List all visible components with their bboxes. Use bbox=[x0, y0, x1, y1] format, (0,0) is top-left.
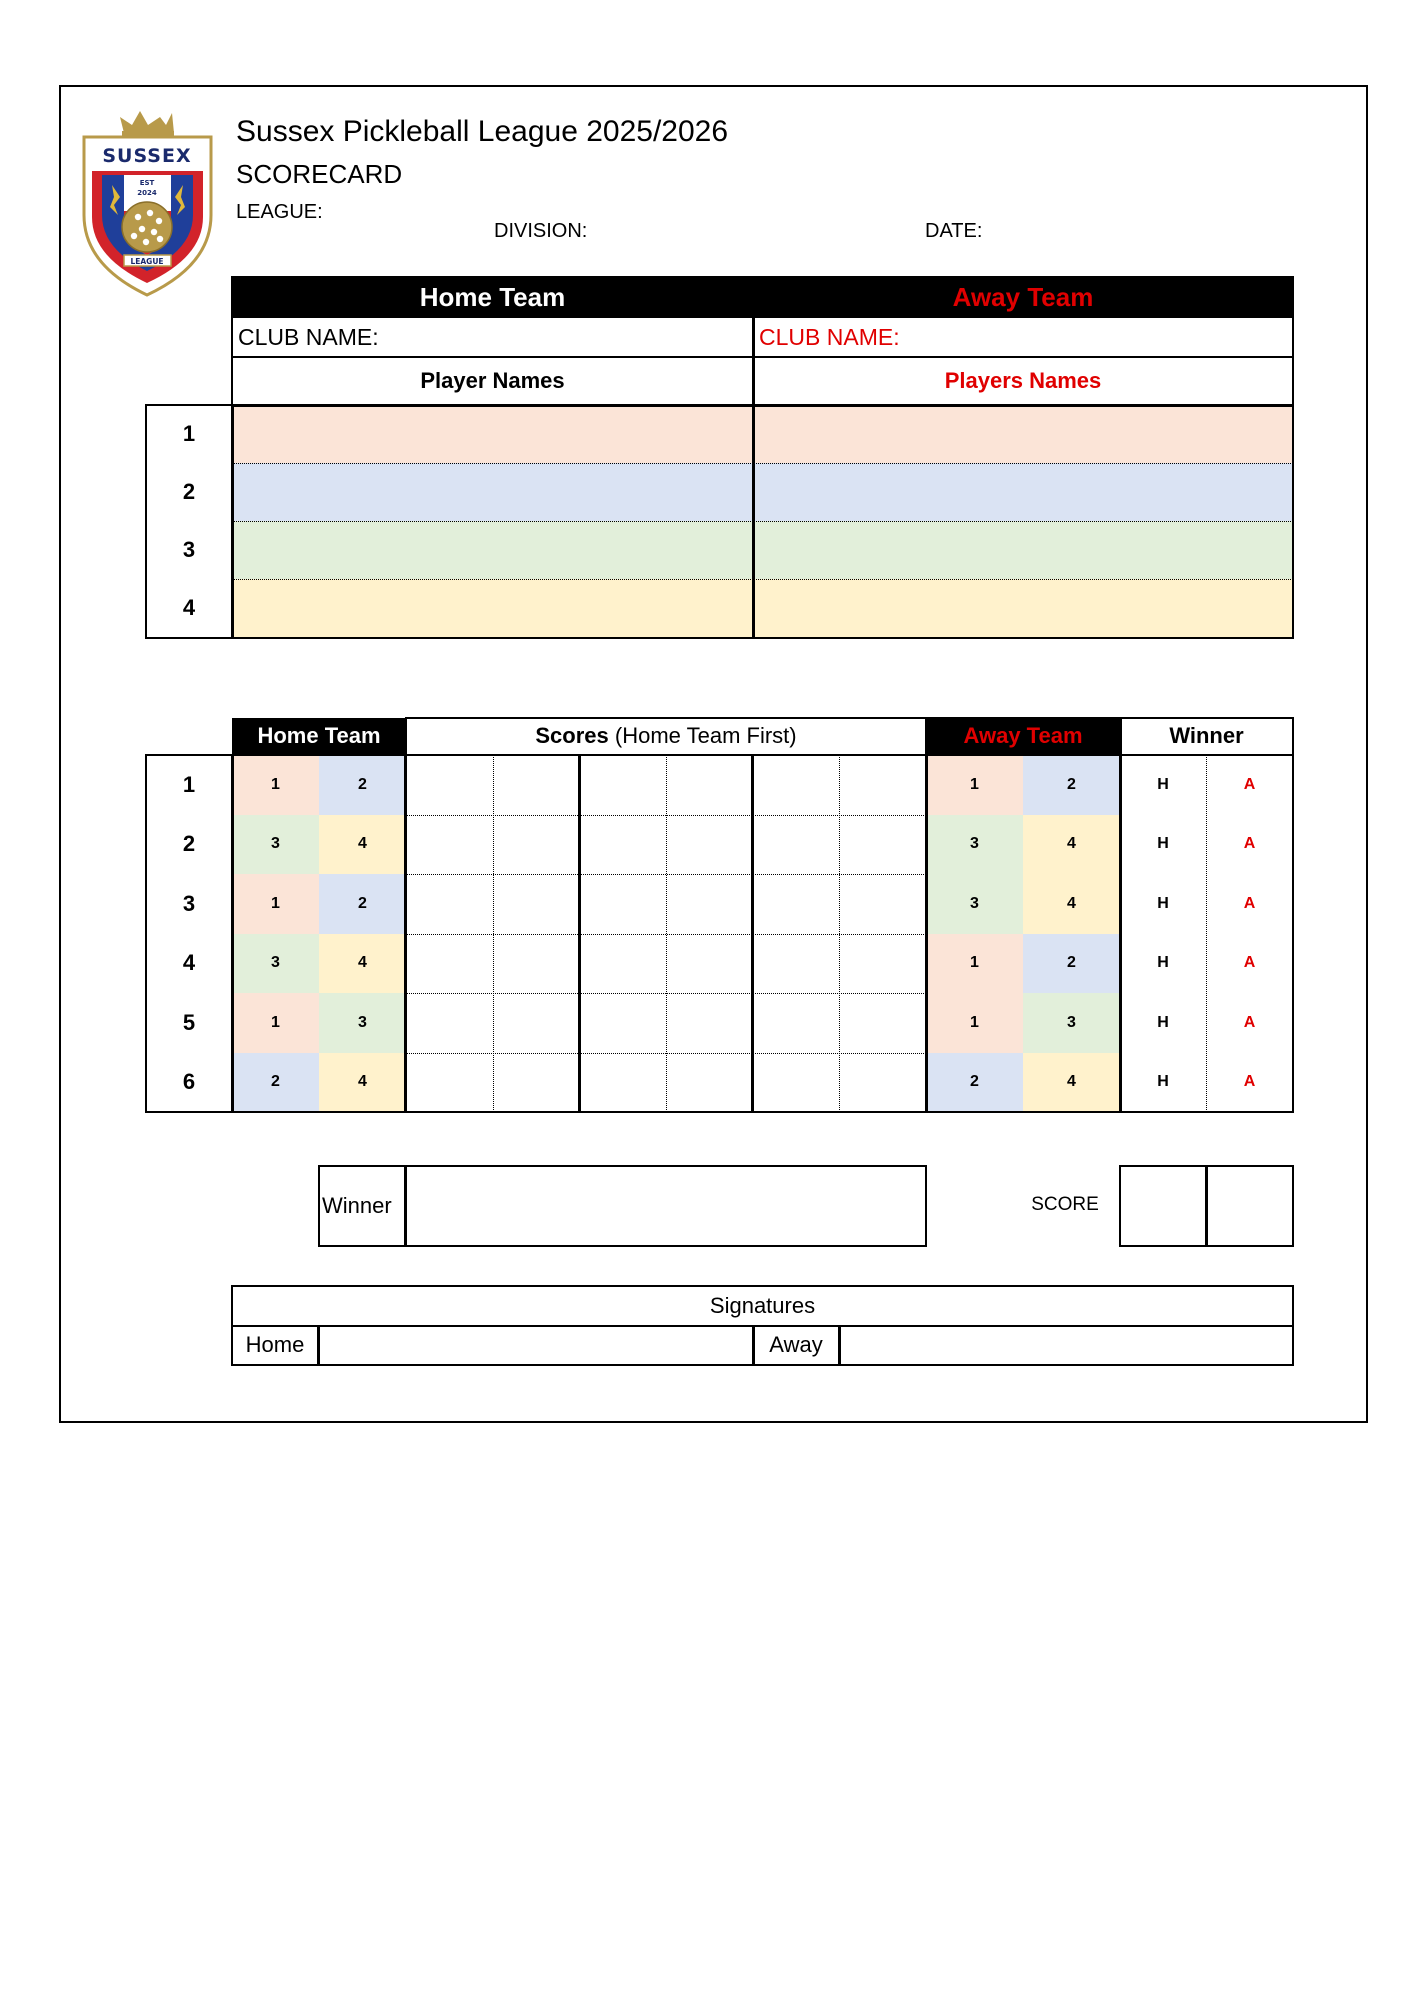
winner-away-option[interactable]: A bbox=[1243, 1073, 1256, 1091]
game-number: 2 bbox=[182, 831, 196, 857]
winner-home-option[interactable]: H bbox=[1157, 954, 1169, 972]
home-player-a: 1 bbox=[232, 874, 319, 934]
game-number: 3 bbox=[182, 890, 196, 916]
away-player-a: 1 bbox=[926, 934, 1023, 994]
player-number: 2 bbox=[182, 479, 196, 504]
home-player-b: 4 bbox=[319, 815, 406, 875]
home-player-a: 2 bbox=[232, 1053, 319, 1113]
league-label: LEAGUE: bbox=[236, 201, 323, 223]
game-number: 1 bbox=[182, 771, 196, 797]
league-title: Sussex Pickleball League 2025/2026 bbox=[236, 115, 729, 148]
winner-away-option[interactable]: A bbox=[1243, 894, 1256, 912]
date-label: DATE: bbox=[925, 220, 983, 242]
home-player-names-header: Player Names bbox=[420, 368, 565, 393]
away-player-b: 4 bbox=[1023, 1053, 1120, 1113]
away-player-b: 2 bbox=[1023, 755, 1120, 815]
home-player-b: 4 bbox=[319, 934, 406, 994]
winner-home-option[interactable]: H bbox=[1157, 775, 1169, 793]
winner-home-option[interactable]: H bbox=[1157, 1013, 1169, 1031]
game-number: 4 bbox=[182, 950, 196, 976]
svg-text:EST: EST bbox=[139, 179, 155, 187]
home-player-b: 2 bbox=[319, 874, 406, 934]
away-player-names-header: Players Names bbox=[944, 368, 1102, 393]
away-player-a: 2 bbox=[926, 1053, 1023, 1113]
games-border bbox=[145, 754, 1294, 1113]
winner-home-option[interactable]: H bbox=[1157, 835, 1169, 853]
signatures-title: Signatures bbox=[709, 1293, 816, 1318]
svg-text:2024: 2024 bbox=[137, 189, 157, 197]
home-player-b: 4 bbox=[319, 1053, 406, 1113]
svg-text:LEAGUE: LEAGUE bbox=[130, 257, 164, 266]
away-player-b: 2 bbox=[1023, 934, 1120, 994]
away-club-name-field[interactable]: CLUB NAME: bbox=[759, 323, 900, 350]
winner-label: Winner bbox=[322, 1193, 392, 1218]
scores-home-team-header: Home Team bbox=[232, 718, 406, 754]
home-player-b: 2 bbox=[319, 755, 406, 815]
away-player-a: 3 bbox=[926, 815, 1023, 875]
sussex-league-logo bbox=[80, 105, 215, 297]
player-number: 3 bbox=[182, 537, 196, 562]
scores-header-note: (Home Team First) bbox=[608, 723, 797, 748]
teams-header-border bbox=[231, 276, 1294, 407]
winner-home-option[interactable]: H bbox=[1157, 1073, 1169, 1091]
home-player-b: 3 bbox=[319, 993, 406, 1053]
away-player-a: 1 bbox=[926, 993, 1023, 1053]
match-winner-field[interactable] bbox=[406, 1167, 925, 1245]
winner-away-option[interactable]: A bbox=[1243, 775, 1256, 793]
scores-header-border bbox=[405, 717, 1294, 756]
player-number: 1 bbox=[182, 421, 196, 446]
winner-home-option[interactable]: H bbox=[1157, 894, 1169, 912]
away-player-b: 4 bbox=[1023, 874, 1120, 934]
game-number: 5 bbox=[182, 1009, 196, 1035]
scorecard-subtitle: SCORECARD bbox=[236, 159, 403, 189]
svg-text:SUSSEX: SUSSEX bbox=[102, 145, 192, 167]
home-player-a: 1 bbox=[232, 993, 319, 1053]
home-signature-label: Home bbox=[245, 1332, 305, 1357]
away-player-a: 3 bbox=[926, 874, 1023, 934]
away-player-a: 1 bbox=[926, 755, 1023, 815]
scores-header-bold: Scores bbox=[535, 723, 609, 748]
player-number: 4 bbox=[182, 595, 196, 620]
home-player-a: 3 bbox=[232, 934, 319, 994]
away-team-header: Away Team bbox=[753, 277, 1293, 317]
home-player-a: 3 bbox=[232, 815, 319, 875]
scores-away-team-header: Away Team bbox=[926, 718, 1120, 754]
winner-away-option[interactable]: A bbox=[1243, 835, 1256, 853]
away-player-b: 4 bbox=[1023, 815, 1120, 875]
game-number: 6 bbox=[182, 1069, 196, 1095]
home-club-name-field[interactable]: CLUB NAME: bbox=[238, 323, 379, 350]
away-signature-label: Away bbox=[769, 1332, 823, 1357]
away-player-b: 3 bbox=[1023, 993, 1120, 1053]
division-label: DIVISION: bbox=[494, 220, 588, 242]
away-final-score-field[interactable] bbox=[1207, 1167, 1292, 1245]
winner-away-option[interactable]: A bbox=[1243, 1013, 1256, 1031]
home-player-a: 1 bbox=[232, 755, 319, 815]
scores-winner-header: Winner bbox=[1169, 723, 1244, 748]
score-label: SCORE bbox=[1031, 1194, 1099, 1215]
home-team-header: Home Team bbox=[232, 277, 753, 317]
home-final-score-field[interactable] bbox=[1121, 1167, 1205, 1245]
winner-away-option[interactable]: A bbox=[1243, 954, 1256, 972]
